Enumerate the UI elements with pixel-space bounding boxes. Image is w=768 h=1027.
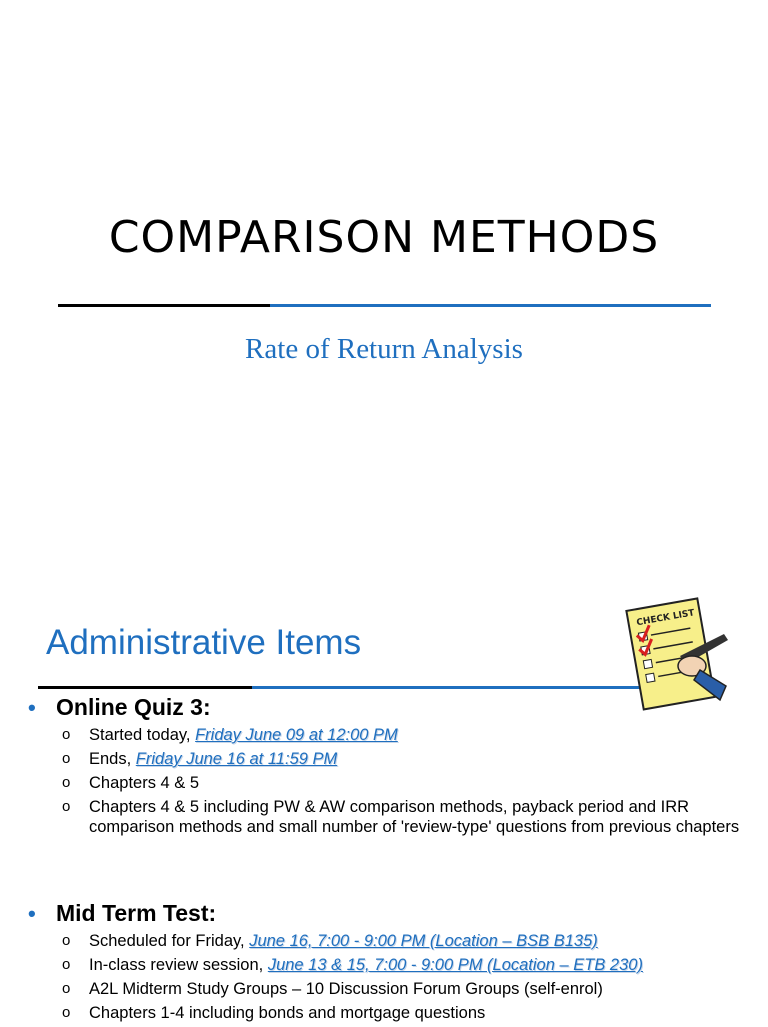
circle-bullet-icon: o (62, 774, 71, 791)
list-item (62, 773, 748, 793)
quiz-list (28, 725, 748, 837)
quiz-heading: Online Quiz 3: (56, 694, 211, 720)
list-item (62, 1003, 748, 1023)
bullet-dot: • (28, 694, 36, 720)
item-text: Ends, (89, 750, 136, 768)
admin-title: Administrative Items (46, 623, 362, 662)
review-session-link[interactable]: June 13 & 15, 7:00 - 9:00 PM (Location – ETB 230) (267, 956, 643, 974)
midterm-heading-row (28, 900, 748, 927)
admin-rule-dark (38, 686, 252, 689)
list-item (62, 955, 748, 975)
title-rule-dark (58, 304, 270, 307)
circle-bullet-icon: o (62, 980, 71, 997)
item-text: Chapters 1-4 including bonds and mortgage questions (89, 1004, 486, 1022)
item-text: Started today, (89, 726, 196, 744)
circle-bullet-icon: o (62, 956, 71, 973)
circle-bullet-icon: o (62, 1004, 71, 1021)
slide-title: COMPARISON METHODS (108, 212, 660, 263)
midterm-section (28, 900, 748, 1027)
circle-bullet-icon: o (62, 932, 71, 949)
circle-bullet-icon: o (62, 726, 71, 743)
quiz-start-link[interactable]: Friday June 09 at 12:00 PM (195, 726, 398, 744)
quiz-end-link[interactable]: Friday June 16 at 11:59 PM (135, 750, 338, 768)
midterm-heading: Mid Term Test: (56, 900, 217, 926)
admin-rule-blue (252, 686, 672, 689)
list-item (62, 979, 748, 999)
slide-subtitle: Rate of Return Analysis (245, 333, 523, 365)
item-text: Chapters 4 & 5 (89, 774, 200, 792)
title-rule-blue (270, 304, 711, 307)
list-item (62, 749, 748, 769)
item-text: Scheduled for Friday, (89, 932, 250, 950)
item-text: Chapters 4 & 5 including PW & AW comparison methods, payback period and IRR comparison methods and small number of 'review-type' questions from previous chapters (89, 798, 740, 836)
midterm-list (28, 931, 748, 1023)
quiz-heading-row (28, 694, 748, 721)
bullet-dot: • (28, 900, 36, 926)
midterm-date-link[interactable]: June 16, 7:00 - 9:00 PM (Location – BSB B135) (249, 932, 598, 950)
list-item (62, 931, 748, 951)
quiz-section (28, 694, 748, 841)
item-text: A2L Midterm Study Groups – 10 Discussion Forum Groups (self-enrol) (89, 980, 603, 998)
list-item (62, 725, 748, 745)
circle-bullet-icon: o (62, 798, 71, 815)
list-item (62, 797, 748, 837)
item-text: In-class review session, (89, 956, 268, 974)
checklist-label: CHECK LIST (635, 608, 696, 629)
circle-bullet-icon: o (62, 750, 71, 767)
